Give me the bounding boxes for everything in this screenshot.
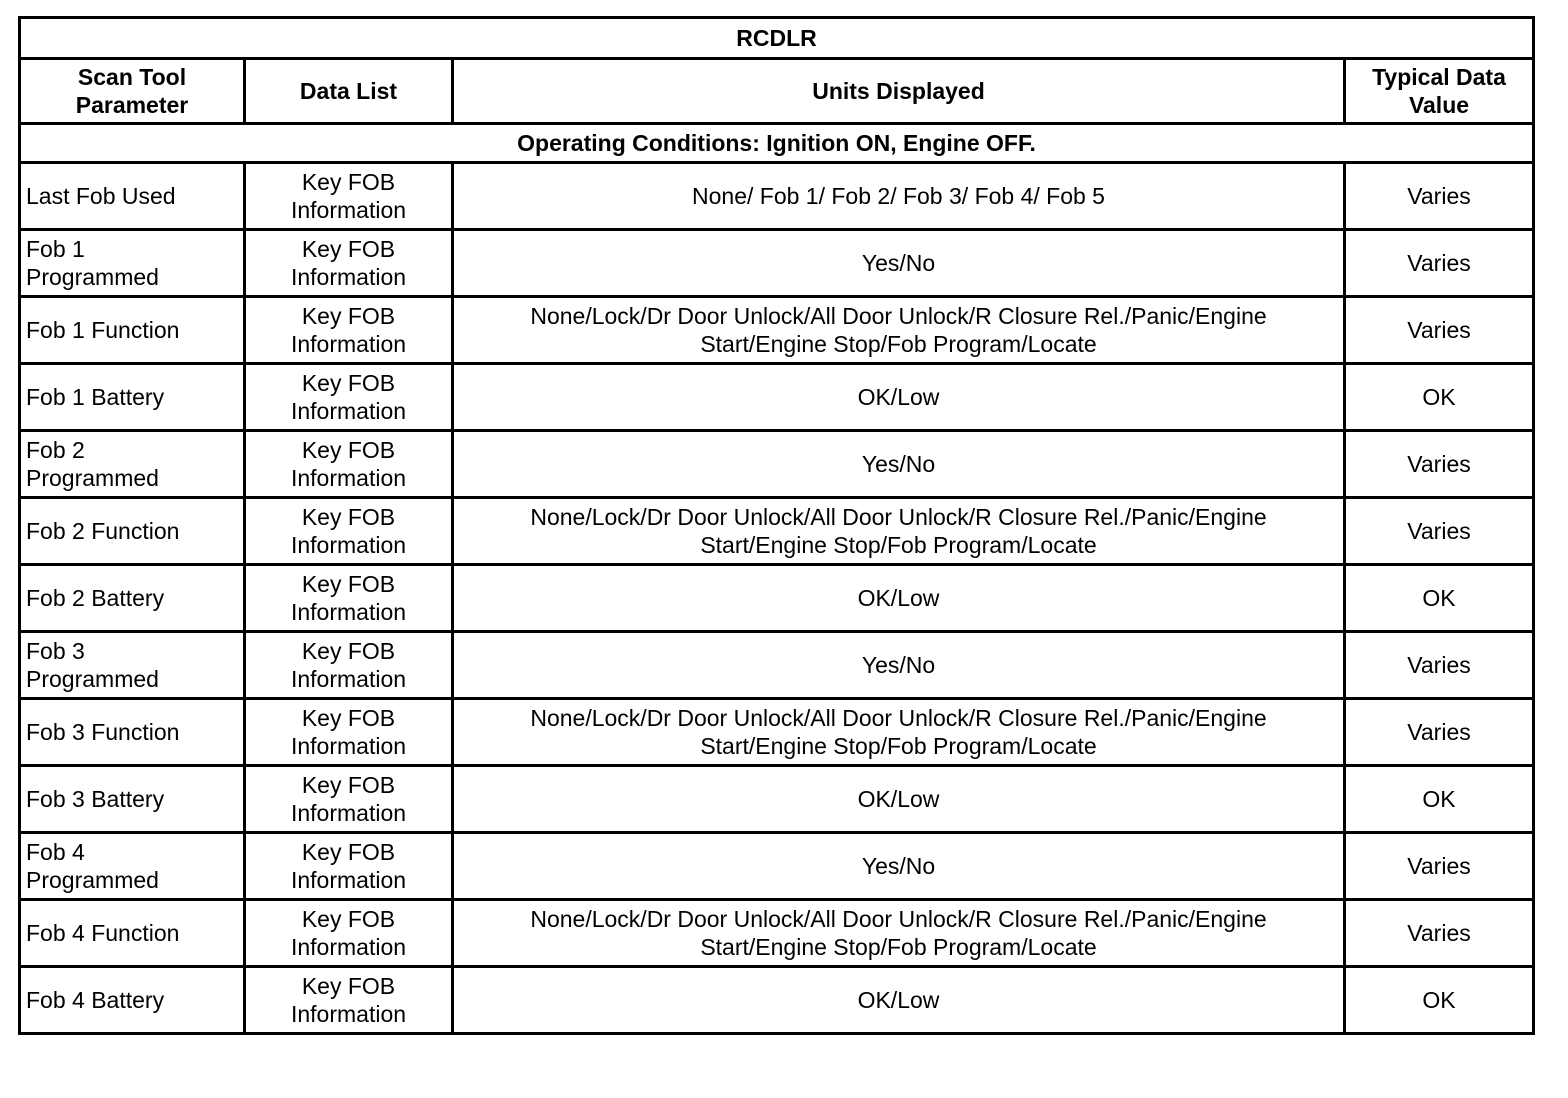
table-row — [20, 498, 1534, 565]
table-row — [20, 364, 1534, 431]
cell-units — [453, 699, 1345, 766]
cell-parameter-line: Fob 1 Battery — [26, 384, 165, 410]
cell-parameter-line: Fob 1 Function — [26, 317, 180, 343]
cell-data-list-line: Information — [290, 331, 407, 357]
table-row — [20, 297, 1534, 364]
cell-data-list — [245, 364, 453, 431]
cell-data-list — [245, 766, 453, 833]
cell-typical-value: Varies — [1345, 833, 1534, 900]
table-row — [20, 967, 1534, 1034]
cell-units-line: None/ Fob 1/ Fob 2/ Fob 3/ Fob 4/ Fob 5 — [692, 183, 1105, 209]
header-typical-data-value — [1345, 59, 1534, 124]
cell-units-line: Yes/No — [861, 652, 936, 678]
cell-parameter-line: Last Fob Used — [26, 183, 176, 209]
cell-units-line: OK/Low — [857, 384, 940, 410]
table-row — [20, 900, 1534, 967]
cell-parameter-line: Programmed — [26, 666, 159, 692]
cell-data-list-line: Key FOB — [301, 236, 396, 262]
cell-units — [453, 163, 1345, 230]
cell-parameter — [20, 431, 245, 498]
cell-data-list — [245, 833, 453, 900]
cell-units-line: Yes/No — [861, 250, 936, 276]
cell-parameter-line: Fob 3 — [26, 638, 85, 664]
cell-data-list-line: Key FOB — [301, 504, 396, 530]
header-data-list: Data List — [245, 59, 453, 124]
cell-units — [453, 632, 1345, 699]
cell-units — [453, 967, 1345, 1034]
cell-units-line: Start/Engine Stop/Fob Program/Locate — [700, 733, 1097, 759]
column-header-row — [20, 59, 1534, 124]
cell-units — [453, 431, 1345, 498]
table-row — [20, 632, 1534, 699]
cell-parameter-line: Fob 2 — [26, 437, 85, 463]
cell-data-list-line: Information — [290, 867, 407, 893]
cell-typical-value: Varies — [1345, 431, 1534, 498]
table-row — [20, 766, 1534, 833]
cell-data-list — [245, 967, 453, 1034]
cell-typical-value: Varies — [1345, 297, 1534, 364]
cell-data-list-line: Key FOB — [301, 303, 396, 329]
cell-units-line: OK/Low — [857, 585, 940, 611]
cell-typical-value: Varies — [1345, 699, 1534, 766]
cell-parameter — [20, 900, 245, 967]
table-row — [20, 163, 1534, 230]
header-scan-tool-parameter — [20, 59, 245, 124]
cell-data-list-line: Information — [290, 264, 407, 290]
cell-parameter — [20, 364, 245, 431]
cell-parameter — [20, 967, 245, 1034]
cell-data-list-line: Information — [290, 532, 407, 558]
cell-parameter-line: Fob 2 Battery — [26, 585, 165, 611]
table-title: RCDLR — [20, 18, 1534, 59]
cell-units — [453, 230, 1345, 297]
table-row — [20, 431, 1534, 498]
table-body — [20, 163, 1534, 1034]
cell-typical-value: Varies — [1345, 632, 1534, 699]
cell-data-list — [245, 632, 453, 699]
cell-parameter-line: Programmed — [26, 465, 159, 491]
cell-parameter-line: Fob 4 Battery — [26, 987, 165, 1013]
cell-typical-value: Varies — [1345, 230, 1534, 297]
cell-data-list-line: Information — [290, 666, 407, 692]
cell-units — [453, 833, 1345, 900]
cell-parameter-line: Fob 3 Battery — [26, 786, 165, 812]
cell-units-line: None/Lock/Dr Door Unlock/All Door Unlock/R Closure Rel./Panic/Engine — [530, 906, 1267, 932]
cell-parameter — [20, 163, 245, 230]
cell-units-line: Yes/No — [861, 451, 936, 477]
cell-parameter-line: Programmed — [26, 264, 159, 290]
cell-data-list-line: Key FOB — [301, 571, 396, 597]
cell-parameter-line: Fob 4 — [26, 839, 85, 865]
cell-parameter — [20, 699, 245, 766]
cell-units-line: None/Lock/Dr Door Unlock/All Door Unlock/R Closure Rel./Panic/Engine — [530, 303, 1267, 329]
cell-data-list-line: Key FOB — [301, 705, 396, 731]
cell-data-list-line: Key FOB — [301, 370, 396, 396]
cell-data-list-line: Key FOB — [301, 973, 396, 999]
cell-units-line: Start/Engine Stop/Fob Program/Locate — [700, 532, 1097, 558]
cell-parameter — [20, 565, 245, 632]
cell-data-list-line: Key FOB — [301, 169, 396, 195]
cell-data-list-line: Information — [290, 800, 407, 826]
operating-conditions: Operating Conditions: Ignition ON, Engine OFF. — [20, 124, 1534, 163]
cell-data-list-line: Information — [290, 599, 407, 625]
table-row — [20, 833, 1534, 900]
cell-parameter-line: Fob 2 Function — [26, 518, 180, 544]
cell-units-line: None/Lock/Dr Door Unlock/All Door Unlock/R Closure Rel./Panic/Engine — [530, 504, 1267, 530]
cell-typical-value: OK — [1345, 364, 1534, 431]
cell-units — [453, 297, 1345, 364]
cell-typical-value: OK — [1345, 766, 1534, 833]
cell-parameter-line: Programmed — [26, 867, 159, 893]
cell-units — [453, 565, 1345, 632]
table-row — [20, 699, 1534, 766]
header-parameter-line-2: Parameter — [75, 92, 189, 118]
cell-units-line: Start/Engine Stop/Fob Program/Locate — [700, 934, 1097, 960]
header-units-displayed: Units Displayed — [453, 59, 1345, 124]
cell-data-list — [245, 565, 453, 632]
cell-data-list — [245, 699, 453, 766]
cell-data-list — [245, 900, 453, 967]
cell-data-list-line: Key FOB — [301, 906, 396, 932]
cell-parameter-line: Fob 1 — [26, 236, 85, 262]
cell-units-line: OK/Low — [857, 987, 940, 1013]
table-title-row — [20, 18, 1534, 59]
header-value-line-2: Value — [1408, 92, 1470, 118]
operating-conditions-row — [20, 124, 1534, 163]
cell-data-list — [245, 498, 453, 565]
cell-parameter — [20, 230, 245, 297]
cell-data-list-line: Key FOB — [301, 839, 396, 865]
table-row — [20, 230, 1534, 297]
cell-data-list-line: Information — [290, 465, 407, 491]
cell-data-list-line: Key FOB — [301, 638, 396, 664]
cell-typical-value: Varies — [1345, 163, 1534, 230]
cell-data-list-line: Key FOB — [301, 772, 396, 798]
cell-parameter — [20, 297, 245, 364]
cell-data-list — [245, 431, 453, 498]
cell-data-list-line: Information — [290, 934, 407, 960]
cell-data-list-line: Information — [290, 733, 407, 759]
cell-typical-value: OK — [1345, 565, 1534, 632]
cell-data-list-line: Information — [290, 1001, 407, 1027]
cell-typical-value: OK — [1345, 967, 1534, 1034]
cell-typical-value: Varies — [1345, 900, 1534, 967]
cell-parameter-line: Fob 3 Function — [26, 719, 180, 745]
cell-units-line: Yes/No — [861, 853, 936, 879]
rcdlr-data-table — [18, 16, 1535, 1035]
cell-parameter — [20, 632, 245, 699]
header-parameter-line-1: Scan Tool — [77, 64, 187, 90]
cell-parameter — [20, 766, 245, 833]
cell-data-list-line: Key FOB — [301, 437, 396, 463]
cell-units-line: None/Lock/Dr Door Unlock/All Door Unlock/R Closure Rel./Panic/Engine — [530, 705, 1267, 731]
cell-units — [453, 766, 1345, 833]
cell-units — [453, 900, 1345, 967]
cell-units — [453, 498, 1345, 565]
cell-parameter — [20, 498, 245, 565]
cell-data-list-line: Information — [290, 197, 407, 223]
cell-parameter — [20, 833, 245, 900]
cell-data-list — [245, 297, 453, 364]
cell-typical-value: Varies — [1345, 498, 1534, 565]
table-row — [20, 565, 1534, 632]
cell-units-line: OK/Low — [857, 786, 940, 812]
cell-units — [453, 364, 1345, 431]
cell-data-list — [245, 230, 453, 297]
cell-data-list-line: Information — [290, 398, 407, 424]
cell-parameter-line: Fob 4 Function — [26, 920, 180, 946]
cell-data-list — [245, 163, 453, 230]
cell-units-line: Start/Engine Stop/Fob Program/Locate — [700, 331, 1097, 357]
header-value-line-1: Typical Data — [1372, 64, 1506, 90]
